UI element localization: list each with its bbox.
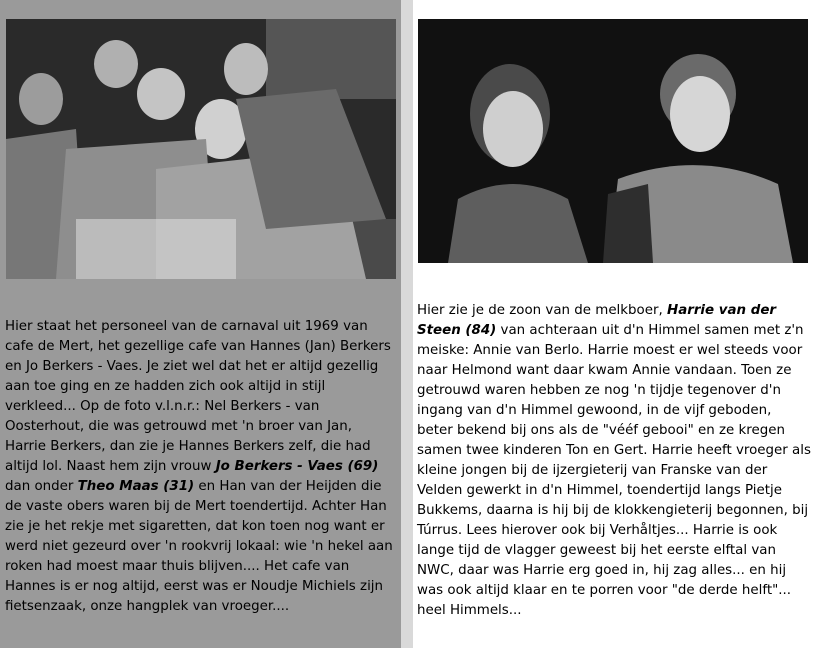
left-caption-text-1: Hier staat het personeel van de carnaval uit 1969 van cafe de Mert, het gezellige cafe van Hannes (Jan) Berkers en Jo Berkers - Vaes. Je ziet wel dat het er altijd gezellig aan toe ging en ze hadden zich ook altijd in stijl verkleed... Op de foto v.l.n.r.: Nel Berkers - van Oosterhout, die was getrouwd met 'n broer van Jan, Harrie Berkers, dan zie je Hannes Berkers zelf, die had altijd lol. Naast hem zijn vrouw [5,319,391,474]
column-gutter [401,0,413,648]
left-caption-name-theo-maas: Theo Maas (31) [77,479,195,494]
right-caption-text-1: Hier zie je de zoon van de melkboer, [417,303,667,318]
carnaval-staff-photo-graphic [6,19,396,279]
right-caption-text-2: van achteraan uit d'n Himmel samen met z'n meiske: Annie van Berlo. Harrie moest er wel steeds voor naar Helmond want daar kwam Annie vandaan. Toen ze getrouwd waren hebben ze nog 'n tijdje tegenover d'n ingang van d'n Himmel gewoond, in de vijf geboden, beter bekend bij ons als de "vééf gebooi" en ze kregen samen twee kinderen Ton en Gert. Harrie heeft vroeger als kleine jongen bij de ijzergieterij van Franske van der Velden gewerkt in d'n Himmel, toendertijd langs Pietje Bukkems, daarna is hij bij de klokkengieterij begonnen, bij Túrrus. Lees hierover ook bij Verhåltjes... Harrie is ook lange tijd de vlagger geweest bij het eerste elftal van NWC, daar was Harrie erg goed in, hij zag alles... en hij was ook altijd klaar en te porren voor "de derde helft"... heel Himmels... [417,323,811,618]
left-caption [5,317,397,617]
left-caption-text-3: en Han van der Heijden die de vaste obers waren bij de Mert toendertijd. Achter Han zie je het rekje met sigaretten, dat kon toen nog want er werd niet gezeurd over 'n rookvrij lokaal: wie 'n hekel aan roken had moest maar thuis blijven.... Het cafe van Hannes is er nog altijd, eerst was er Noudje Michiels zijn fietsenzaak, onze hangplek van vroeger.... [5,479,393,614]
right-caption-name-harrie: Harrie van der Steen (84) [417,303,776,338]
left-caption-name-jo-berkers: Jo Berkers - Vaes (69) [215,459,379,474]
right-caption [417,301,811,621]
couple-portrait-photo [418,19,808,263]
carnaval-staff-photo [6,19,396,279]
left-caption-text-2: dan onder [5,479,78,494]
couple-portrait-photo-graphic [418,19,808,263]
